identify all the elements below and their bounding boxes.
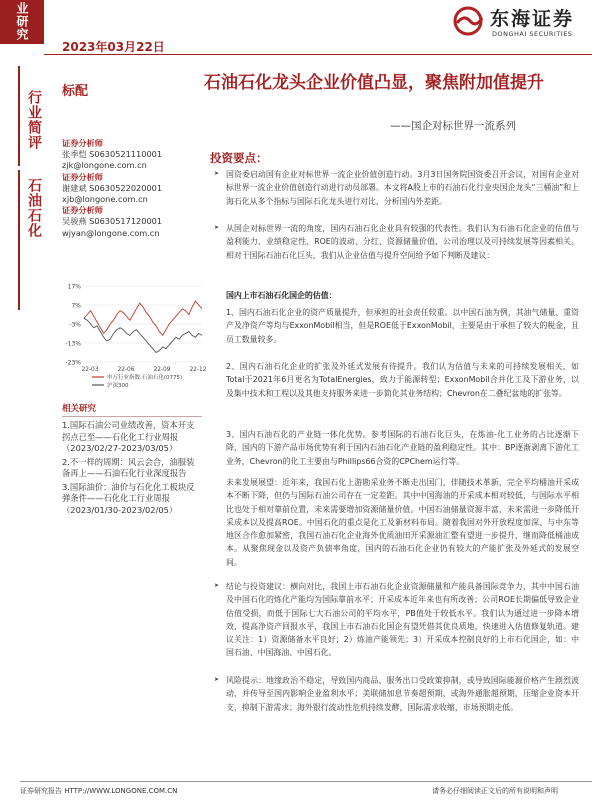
brand-logo (452, 4, 592, 44)
legend-label: 沪深300 (107, 383, 129, 389)
series-line (84, 301, 202, 335)
footer-left[interactable]: 证券研究报告 HTTP://WWW.LONGONE.COM.CN (20, 787, 178, 795)
y-tick-label: 17% (67, 283, 81, 291)
analyst-email: wjyan@longone.com.cn (62, 227, 160, 238)
paragraph-8: 风险提示：地缘政治不稳定，导致国内商品、服务出口受政策抑制，或导致国际能源价格产生剧烈波动，并传导至国内影响企业盈利水平；美联储加息节奏超预期，或海外通胀超预期，压缩企业资本开支，抑制下游需求；海外银行流动性危机持续发酵，国际需求收缩，市场预期走低。 (226, 676, 579, 712)
bullet-icon: ➤ (214, 170, 220, 177)
bullet-icon: ➤ (214, 224, 220, 231)
footer-right: 请务必仔细阅读正文后的所有说明和声明 (432, 787, 558, 795)
related-item[interactable]: 2.不一样的周期：风云会合，油服装备再上——石油石化行业深度报告 (62, 456, 195, 478)
x-tick-label: 22-09 (153, 367, 171, 373)
analyst-email: zjk@longone.com.cn (62, 160, 147, 171)
rating: 标配 (62, 84, 89, 99)
index-chart (58, 280, 206, 398)
page-title: 石油石化龙头企业价值凸显，聚焦附加值提升 (204, 73, 544, 93)
sidebar-category: 行业简评 (18, 66, 46, 166)
paragraph-1: 国资委启动国有企业对标世界一流企业价值创造行动。3月3日国务院国资委召开会议，对国有企业对标世界一流企业价值创造行动进行动员部署。本文将A股上市的石油石化行业央国企龙头“三桶油”和上海石化从多个指标与国际石化龙头进行对比，分析国内外差距。 (226, 170, 579, 206)
header-rule (44, 54, 592, 55)
related-title: 相关研究 (62, 402, 202, 417)
analyst-name: 谢建斌 S0630522020001 (62, 182, 163, 193)
section-tab: 业研究 (0, 0, 44, 44)
logo-cn: 东海证券 (490, 8, 575, 30)
analyst-list (62, 138, 202, 239)
bullet-icon: ➤ (214, 676, 220, 683)
x-tick-label: 22-12 (189, 367, 206, 373)
y-tick-label: -3% (69, 321, 81, 329)
report-date: 2023年03月22日 (62, 40, 165, 54)
analyst-email: xjb@longone.com.cn (62, 194, 148, 205)
footer-rule (20, 781, 592, 782)
paragraph-4: 2、国内石油石化企业的扩张及外延式发展有待提升。我们认为估值与未来的可持续发展相关，如Total于2021年6月更名为TotalEnergies，致力于能源转型；ExxonMobil合并化工及下游业务，以及集中技术和工程以及其他支持服务来进一步简化其业务结构；Chevron在二叠纪盆地的扩张等。 (226, 362, 579, 398)
x-tick-label: 22-03 (81, 367, 99, 373)
paragraph-7: 结论与投资建议：横向对比，我国上市石油石化企业资源储量和产能具备国际竞争力，其中中国石油及中国石化的炼化产能均为国际靠前水平；开采成本近年来也有所改善；公司ROE长期偏低导致企业估值受损，而低于国际七大石油公司的平均水平，PB值处于较低水平。我们认为通过进一步降本增效，提高净资产回报水平，我国上市石油石化国企有望凭借其优良质地，快速进入估值修复轨道。建议关注：1）资源储备水平良好；2）炼油产能领先；3）开采成本控制良好的上市石化国企，如：中国石油、中国海油、中国石化。 (226, 582, 579, 658)
y-tick-label: 7% (71, 302, 81, 310)
wave-logo-icon (452, 6, 486, 36)
paragraph-3: 1、国内石油石化企业的资产质量提升，但承担的社会责任较重。以中国石油为例，其油气储量、重资产及净资产等均与ExxonMobil相当，但是ROE低于ExxonMobil，主要是由于承担了较大的税金，且员工数量较多。 (226, 308, 579, 344)
analyst-role: 证券分析师 (62, 171, 103, 182)
related-item[interactable]: 1.国际石油公司业绩改善，资本开支拐点已至——石化化工行业周报（2023/02/27-2023/03/05） (62, 420, 195, 453)
paragraph-2: 从国企对标世界一流的角度，国内石油石化企业具有较强的代表性。我们认为石油石化企业的估值与盈利能力、业绩稳定性、ROE的波动、分红、资源储量价值、公司治理以及可持续发展等因素相关。相对于国际石油石化巨头，我们从企业估值与提升空间给予如下判断及建议： (226, 224, 579, 260)
related-section (62, 402, 202, 516)
sidebar-industry: 石油石化 (18, 170, 46, 310)
analyst-name: 张季恺 S0630521110001 (62, 149, 163, 160)
series-line (84, 318, 202, 352)
analyst-role: 证券分析师 (62, 138, 103, 148)
y-tick-label: -23% (65, 359, 81, 367)
legend-label: 申万行业指数:石油石化(0775) (107, 375, 183, 381)
paragraph-6: 未来发展展望：近年来，我国石化上游勘采业务不断走出国门，伴随技术革新，完全平均桶油开采成本不断下降，但仍与国际石油公司存在一定差距。其中中国海油的开采成本相对较低，与国际水平相比也处于相对靠前位置，未来需要增加资源储量价值。中国石油储量资源丰富，未来需进一步降低开采成本以及提高ROE。中国石化的重点是化工及新材料布局。随着我国对外开放程度加深、与中东等地区合作愈加紧密，我国石油石化企业海外优质油田开采源油汇整有望进一步提升，继而降低桶油成本。从聚焦现金以及资产负债率角度，国内的石油石化企业仍有较大的产能扩张及外延式的发展空间。 (226, 478, 579, 567)
key-points-title: 投资要点： (210, 151, 268, 165)
paragraph-5: 3、国内石油石化的产业链一体化优势。参考国际的石油石化巨头，在炼油-化工业务的占比逐渐下降，国内的下游产品市场优势有利于国内石油石化产业链的盈利稳定性。其中：BP逐渐剥离下游化工业务，Chevron的化工主要由与Phillips66合资的CPChem运行等。 (226, 430, 579, 466)
analyst-name: 吴骏燕 S0630517120001 (62, 216, 163, 227)
y-tick-label: -13% (65, 340, 81, 348)
related-item[interactable]: 3.国际油价：油价与石化化工板块反弹条件——石化化工行业周报（2023/01/30-2023/02/05） (62, 481, 195, 515)
bullet-icon: ➤ (214, 582, 220, 589)
analyst-role: 证券分析师 (62, 205, 103, 216)
x-tick-label: 22-06 (117, 367, 135, 373)
subtitle: ——国企对标世界一流系列 (390, 120, 516, 132)
paragraph-3-head: 国内上市石油石化国企的估值： (226, 291, 337, 300)
logo-en: DONGHAI SECURITIES (492, 30, 573, 38)
